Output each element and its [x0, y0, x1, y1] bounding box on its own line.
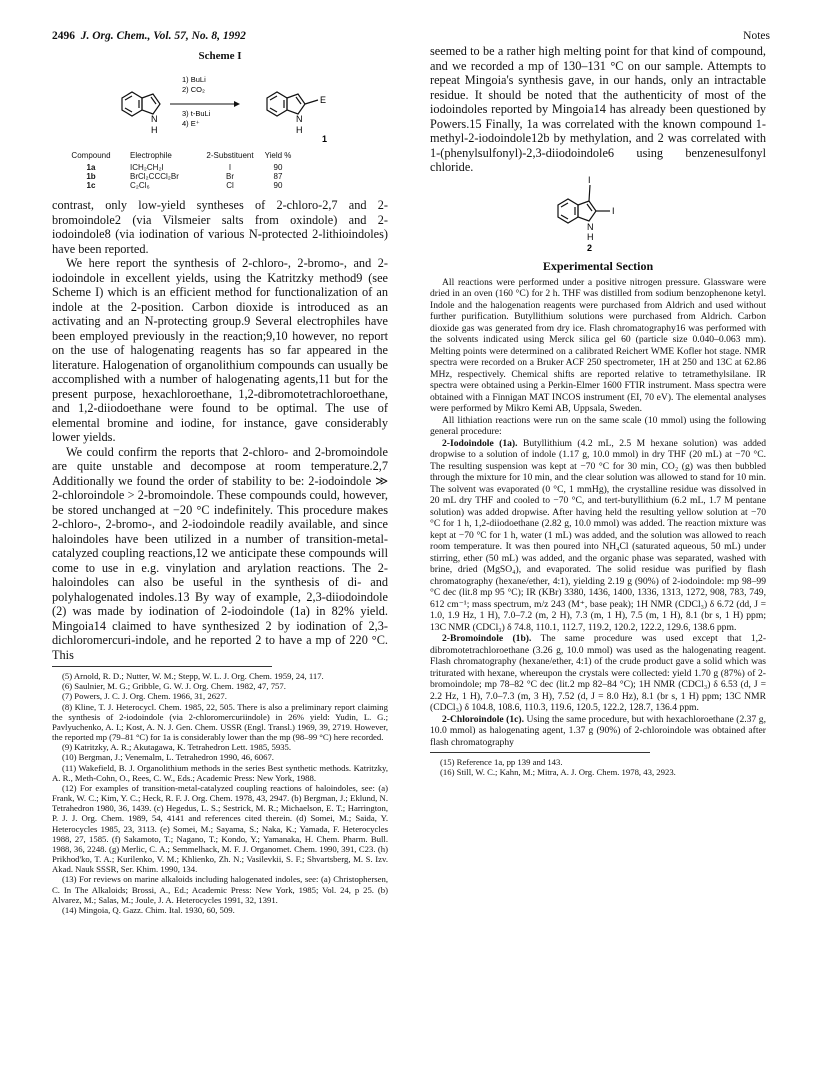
experimental-text: [430, 277, 766, 749]
scheme-diagram: [52, 62, 388, 146]
reagent-2: 2) CO₂: [182, 85, 205, 94]
compound-heading: 2-Iodoindole (1a).: [442, 437, 518, 449]
structure-2: [430, 175, 766, 253]
product-e-label: E: [320, 95, 327, 105]
footnote: (13) For reviews on marine alkaloids including halogenated indoles, see: (a) Christophersen, C. In The Alkaloids; Brossi, A., Ed.; Academic Press: New York, 1985; Vol. 24, p 25. (b) Alvarez, M.; Salas, M.; Joule, J. A. Heterocycles 1991, 32, 1391.: [52, 874, 388, 905]
paragraph: All reactions were performed under a positive nitrogen pressure. Glassware were dried in an oven (160 °C) for 2 h. THF was distilled from sodium benzophenone ketyl. Indole and the halogenation reagents were purchased from Aldrich and used without further purification. Butyllithium solutions were purchased from Aldrich. Carbon dioxide gas was generated from dry ice. Flash chromatography16 was performed with the solvents indicated using Merck silica gel 60 (particle size 0.040–0.063 mm). Melting points were determined on a calibrated Reichert WME Kofler hot stage. NMR spectra were recorded on a Bruker ACF 250 spectrometer, 1H at 250 and 13C at 62.86 MHz, respectively. Chemical shifts are reported relative to tetramethylsilane. IR spectra were obtained using a Perkin-Elmer 1600 FTIR instrument. Mass spectra were obtained with a Finnigan MAT INCOS instrument (EI, 70 eV). The elemental analyses were performed by Mikro Kemi AB, Uppsala, Sweden.: [430, 276, 766, 414]
procedure-text: Using the same procedure, but with hexachloroethane (2.37 g, 10.0 mmol) as halogenating agent, 1.37 g (90%) of 2-chloroindole was obtained after flash chromatography: [430, 713, 766, 748]
reagent-3: 3) t-BuLi: [182, 109, 211, 118]
paragraph: All lithiation reactions were run on the same scale (10 mmol) using the following general procedure:: [430, 414, 766, 437]
footnote: (12) For examples of transition-metal-catalyzed coupling reactions of haloindoles, see: (a) Frank, W. C.; Kim, Y. C.; Heck, R. F. J. Org. Chem. 1978, 43, 2947. (b) Bergman, J.; Eklund, N. Tetrahedron 1980, 36, 1439. (c) Hegedus, L. S.; Sestrick, M. R.; Michaelson, E. T.; Harrington, P. J. J. Org. Chem. 1989, 54, 4141 and references cited therein. (d) Somei, M.; Saida, Y. Heterocycles 1985, 23, 3113. (e) Somei, M.; Sayama, S.; Naka, K.; Yamada, F. Heterocycles 1988, 27, 1585. (f) Sakamoto, T.; Nagano, T.; Kondo, Y.; Yamanaka, H. Chem. Pharm. Bull. 1988, 36, 2248. (g) Merlic, C. A.; Semmelhack, M. F. J. Organomet. Chem. 1990, 391, C23. (h) Prikhod'ko, T. A.; Kurilenko, V. M.; Khlienko, Zh. N.; Vasilevkii, S. F.; Shvartsberg, M. S. Izv. Akad. Nauk SSSR, Ser. Khim. 1990, 134.: [52, 782, 388, 875]
right-footnotes: [430, 757, 766, 777]
footnote-divider: [430, 752, 650, 753]
paragraph: [430, 714, 766, 749]
procedure-text: Butyllithium (4.2 mL, 2.5 M hexane solution) was added dropwise to a solution of indole (1.17 g, 10.0 mmol) in dry THF (20 mL) at −70 °C. The resulting suspension was kept at −70 °C for 30 min, CO₂ (g) was then bubbled through the mixture for 10 min, and the clear solution was allowed to stand for 10 min. The solvent was evaporated (0 °C, 1 mmHg), the crystalline residue was dissolved in 20 mL dry THF and cooled to −70 °C, and tert-butyllithium (6.2 mL, 1.7 M pentane solution) was added dropwise. After having held the resulting yellow solution at −70 °C for 1 h, 1,2-diiodoethane (2.82 g, 10.0 mmol) was added. The reaction mixture was kept at −70 °C for 1 h, water (1 mL) was added, and the solution was allowed to reach room temperature. It was then poured into NH₄Cl (saturated aqueous, 50 mL) under stirring, ether (50 mL) was added, and the organic phase was separated, washed with brine, dried (MgSO₄), and evaporated. The solid residue was purified by flash chromatography (hexane/ether, 4:1), yielding 2.19 g (90%) of 2-iodoindole: mp 98–99 °C dec (lit.8 mp 95 °C); IR (KBr) 3380, 1436, 1400, 1336, 1313, 1272, 908, 783, 749, 612 cm⁻¹; mass spectrum, m/z 243 (M⁺, base peak); 1H NMR (CDCl₃) δ 6.72 (dd, J = 1.0, 1.9 Hz, 1 H), 7.0–7.2 (m, 2 H), 7.3 (m, 1 H), 7.5 (m, 1 H), 8.1 (br s, 1 H) ppm; 13C NMR (CDCl₃) δ 74.8, 110.1, 112.7, 119.2, 120.2, 122.2, 129.6, 138.6 ppm.: [430, 437, 766, 633]
page-number: 2496: [52, 30, 75, 42]
cell-compound: 1b: [86, 172, 96, 181]
cell-substituent: I: [228, 163, 232, 172]
cell-electrophile: ICH₂CH₂I: [130, 163, 164, 172]
struct2-number: 2: [587, 242, 593, 253]
reagent-4: 4) E⁺: [182, 119, 200, 128]
cell-yield: 90: [273, 163, 283, 172]
footnotes: [52, 671, 388, 915]
compound-heading: 2-Bromoindole (1b).: [442, 633, 532, 644]
table-row: [52, 172, 388, 181]
section-name: Notes: [743, 30, 770, 42]
cell-substituent: Cl: [226, 181, 234, 190]
col-compound: Compound: [71, 151, 111, 160]
cell-yield: 87: [273, 172, 283, 181]
left-column: [52, 44, 388, 915]
product-structure: [267, 92, 318, 116]
scheme-title: Scheme I: [198, 50, 242, 62]
start-h-label: H: [151, 125, 158, 135]
footnote: (10) Bergman, J.; Venemalm, L. Tetrahedron 1990, 46, 6067.: [62, 752, 274, 763]
reagent-1: 1) BuLi: [182, 75, 206, 84]
scheme-table: [52, 151, 388, 190]
right-body-text: [430, 44, 766, 175]
footnote: (16) Still, W. C.; Kahn, M.; Mitra, A. J. Org. Chem. 1978, 43, 2923.: [440, 767, 676, 778]
running-header: [52, 30, 246, 42]
footnote-divider: [52, 666, 272, 667]
col-substituent: 2-Substituent: [206, 151, 254, 160]
cell-yield: 90: [273, 181, 283, 190]
paragraph: [430, 438, 766, 634]
footnote: (9) Katritzky, A. R.; Akutagawa, K. Tetrahedron Lett. 1985, 5935.: [62, 742, 292, 753]
table-row: [52, 163, 388, 172]
procedure-text: The same procedure was used except that 1,2-dibromotetrachloroethane (3.26 g, 10.0 mmol) was used as the halogenating reagent. Flash chromatography (hexane/ether, 4:1) of the crude product gave a solid which was triturated with hexane, whereupon the crystals were collected: yield 1.70 g (87%) of 2-bromoindole; mp 78–82 °C dec (lit.2 mp 82–84 °C); 1H NMR (CDCl₃) δ 6.53 (d, J = 2.2 Hz, 1 H), 7.0–7.3 (m, 3 H), 7.52 (d, J = 8.0 Hz), 8.1 (br s, 1 H) ppm; 13C NMR (CDCl₃) δ 104.8, 108.6, 110.3, 119.6, 120.5, 122.2, 128.7, 136.4 ppm.: [430, 633, 767, 713]
paragraph: seemed to be a rather high melting point for that kind of compound, and we recorded a mp of 130–131 °C on our sample. Attempts to repeat Mingoia's synthesis gave, in our hands, only an intractable residue. It should be noted that the authenticity of most of the iodoindoles reported by Mingoia14 has already been questioned by Powers.15 Finally, 1a was correlated with the known compound 1-methyl-2-iodoindole12b by methylation, and 2 was correlated with 1-(phenylsulfonyl)-2,3-diiodoindole6 using benzenesulfonyl chloride.: [430, 44, 766, 174]
right-column: [430, 44, 766, 777]
footnote: (7) Powers, J. C. J. Org. Chem. 1966, 31, 2627.: [62, 691, 227, 702]
compound-heading: 2-Chloroindole (1c).: [442, 713, 525, 725]
indole-structure: [122, 92, 160, 116]
footnote: (15) Reference 1a, pp 139 and 143.: [440, 757, 563, 767]
sub3-label: I: [588, 174, 591, 185]
table-header-row: [52, 151, 388, 160]
col-electrophile: Electrophile: [130, 151, 172, 160]
footnote: (5) Arnold, R. D.; Nutter, W. M.; Stepp, W. L. J. Org. Chem. 1959, 24, 117.: [62, 671, 324, 681]
product-h-label: H: [296, 125, 303, 135]
paragraph: We could confirm the reports that 2-chloro- and 2-bromoindole are quite unstable and decompose at room temperature.2,7 Additionally we found the order of stability to be: 2-iodoindole ≫ 2-chloroindole > 2-bromoindole. These compounds could, however, be stored unchanged at −20 °C indefinitely. This procedure makes 2-chloro-, 2-bromo-, and 2-iodoindole readily available, and since haloindoles have been utilized in a number of transition-metal-catalyzed coupling reactions,12 we anticipate these compounds will come to use in e.g. vinylation and arylation reactions. The 2-haloindoles can also be useful in the synthesis of di- and polyhalogenated indoles.13 By way of example, 2,3-diiodoindole (2) was made by iodination of 2-iodoindole (1a) in 82% yield. Mingoia14 claimed to have synthesized 2 by iodination of 2,3-dichloromercuri-indole, and he reported 2 to have a mp of 220 °C. This: [52, 444, 388, 662]
footnote: (11) Wakefield, B. J. Organolithium methods in the series Best synthetic methods. Katritzky, A. R., Meth-Cohn, O., Rees, C. W., Eds.; Academic Press: New York, 1988.: [52, 762, 388, 783]
product-n-label: N: [296, 114, 303, 124]
sub2-label: I: [612, 205, 615, 216]
product-number: 1: [322, 134, 328, 144]
cell-electrophile: C₂Cl₆: [130, 181, 150, 190]
struct2-n-label: N: [587, 221, 594, 232]
experimental-heading: Experimental Section: [542, 258, 654, 273]
journal-citation: J. Org. Chem., Vol. 57, No. 8, 1992: [80, 30, 246, 42]
paragraph: [430, 633, 766, 714]
struct2-h-label: H: [587, 231, 594, 242]
left-body-text: [52, 198, 388, 662]
cell-substituent: Br: [226, 172, 234, 181]
cell-electrophile: BrCl₂CCCl₂Br: [130, 172, 179, 181]
paragraph: We here report the synthesis of 2-chloro-, 2-bromo-, and 2-iodoindole in excellent yields, using the Katritzky method9 (see Scheme I) which is an efficient method for functionalization of an indole at the 2-position. Carbon dioxide is introduced as an activating and an N-protecting group.9 Several electrophiles have been employed previously in the reaction;9,10 however, no report on the use of halogenating reagents has so far appeared in the literature. Halogenation of organolithium compounds can usually be accomplished with a number of halogenating agents,11 but for the present purpose, hexachloroethane, 1,2-dibromotetrachloroethane, and 1,2-diiodoethane were found to be optimal. The use of elemental bromine and iodine, for instance, gave considerably lower yields.: [52, 256, 388, 444]
cell-compound: 1c: [86, 181, 96, 190]
col-yield: Yield %: [264, 151, 292, 160]
paragraph: contrast, only low-yield syntheses of 2-chloro-2,7 and 2-bromoindole2 (via Vilsmeier salts from oxindole) and 2-iodoindole8 (via iodination of various N-protected 2-lithioindoles) have been reported.: [52, 198, 388, 256]
footnote: (6) Saulnier, M. G.; Gribble, G. W. J. Org. Chem. 1982, 47, 757.: [62, 681, 286, 692]
footnote: (8) Kline, T. J. Heterocycl. Chem. 1985, 22, 505. There is also a preliminary report claiming the synthesis of 2-iodoindole (via 2-chloromercuriindole) in 26% yield: Yudin, L. G.; Pavlyuchenko, A. I.; Kost, A. N. J. Gen. Chem. USSR (Engl. Transl.) 1969, 39, 2719. However, the reported mp (79–81 °C) for 1a is considerably lower than the mp (98–99 °C) here recorded.: [52, 701, 388, 743]
cell-compound: 1a: [86, 163, 96, 172]
table-row: [52, 181, 388, 190]
footnote: (14) Mingoia, Q. Gazz. Chim. Ital. 1930, 60, 509.: [62, 904, 235, 915]
start-n-label: N: [151, 114, 158, 124]
